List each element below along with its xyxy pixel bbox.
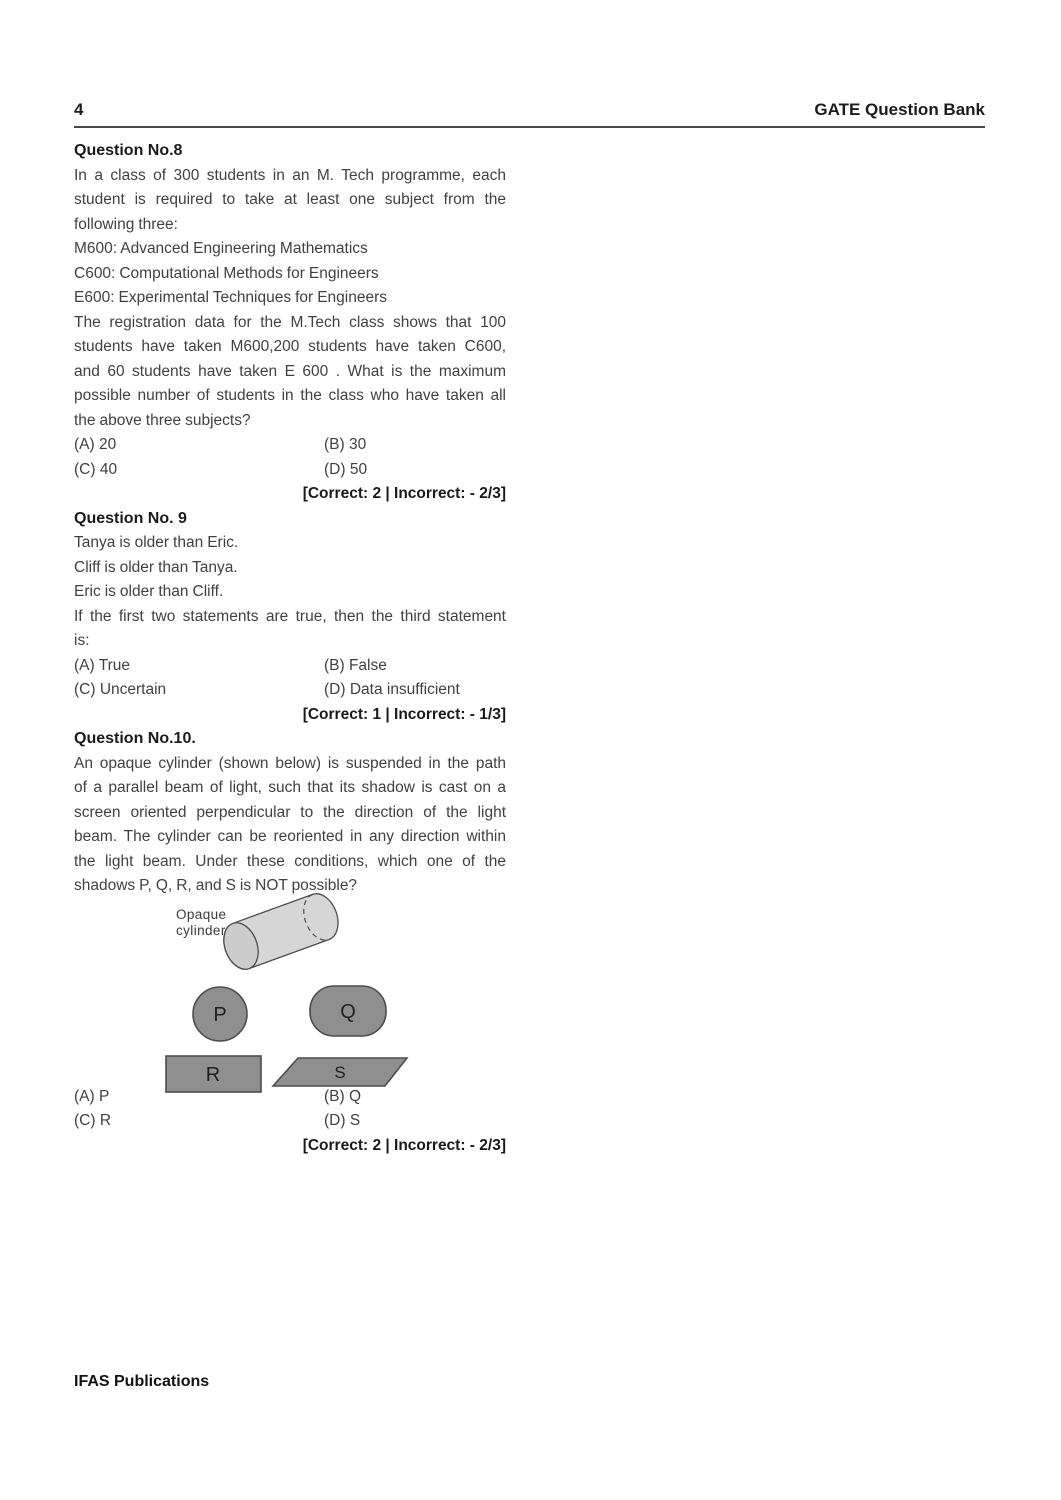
question-10	[74, 727, 506, 1158]
option-a: (A) True	[74, 656, 130, 674]
question-line: The registration data for the M.Tech class shows that 100	[74, 313, 506, 331]
question-line: Tanya is older than Eric.	[74, 534, 239, 551]
options-row	[74, 1109, 506, 1134]
shadow-p-label: P	[213, 1003, 227, 1026]
opaque-cylinder-figure	[74, 886, 514, 1098]
marking-scheme: [Correct: 2 | Incorrect: - 2/3]	[302, 1136, 506, 1154]
shadow-figure	[74, 886, 506, 1085]
question-line: shadows P, Q, R, and S is NOT possible?	[74, 877, 358, 894]
publisher-footer: IFAS Publications	[74, 1373, 210, 1390]
option-a: (A) 20	[74, 436, 117, 453]
question-line: Eric is older than Cliff.	[74, 583, 224, 600]
question-10-title: Question No.10.	[74, 730, 196, 747]
question-line: beam. The cylinder can be reoriented in any direction within	[74, 828, 506, 845]
question-line: If the first two statements are true, then the third statement	[74, 607, 506, 625]
figure-label-line1: Opaque	[176, 906, 227, 922]
question-8	[74, 139, 506, 507]
question-9	[74, 507, 506, 728]
question-line: students have taken M600,200 students have taken C600,	[74, 338, 506, 355]
question-line: possible number of students in the class who have taken all	[74, 387, 506, 404]
option-a: (A) P	[74, 1087, 110, 1105]
page-number: 4	[74, 100, 84, 119]
option-b: (B) False	[324, 656, 387, 674]
question-line: is:	[74, 632, 90, 649]
options-row	[74, 433, 506, 458]
question-line: and 60 students have taken E 600 . What is the maximum	[74, 362, 506, 380]
marking-scheme: [Correct: 2 | Incorrect: - 2/3]	[302, 485, 506, 502]
page-content	[74, 139, 506, 1158]
option-b: (B) Q	[324, 1087, 362, 1105]
page-header	[74, 100, 985, 120]
options-row	[74, 458, 506, 483]
header-rule	[74, 126, 985, 128]
question-line: Cliff is older than Tanya.	[74, 558, 238, 576]
shadow-r-label: R	[205, 1063, 221, 1086]
question-line: student is required to take at least one subject from the	[74, 191, 506, 208]
header-title: GATE Question Bank	[814, 100, 985, 119]
question-line: of a parallel beam of light, such that its shadow is cast on a	[74, 779, 506, 796]
option-c: (C) Uncertain	[74, 681, 167, 698]
question-line: C600: Computational Methods for Engineers	[74, 264, 379, 282]
question-line: E600: Experimental Techniques for Engineers	[74, 289, 388, 306]
options-row	[74, 654, 506, 679]
question-line: M600: Advanced Engineering Mathematics	[74, 240, 368, 257]
marking-scheme: [Correct: 1 | Incorrect: - 1/3]	[302, 705, 506, 723]
option-b: (B) 30	[324, 436, 367, 453]
question-line: In a class of 300 students in an M. Tech programme, each	[74, 166, 506, 184]
question-line: the light beam. Under these conditions, which one of the	[74, 852, 506, 870]
option-d: (D) 50	[324, 460, 368, 478]
shadow-q-label: Q	[340, 1000, 356, 1023]
options-row	[74, 678, 506, 703]
question-line: following three:	[74, 215, 178, 233]
question-8-title: Question No.8	[74, 142, 183, 159]
cylinder-icon	[218, 888, 344, 973]
question-line: the above three subjects?	[74, 411, 251, 429]
option-d: (D) Data insufficient	[324, 681, 460, 698]
figure-label-line2: cylinder	[176, 922, 226, 938]
shadow-s-label: S	[334, 1062, 346, 1082]
option-d: (D) S	[324, 1112, 361, 1129]
question-9-title: Question No. 9	[74, 509, 187, 527]
option-c: (C) R	[74, 1112, 112, 1129]
question-line: screen oriented perpendicular to the direction of the light	[74, 803, 506, 821]
option-c: (C) 40	[74, 460, 118, 478]
question-line: An opaque cylinder (shown below) is suspended in the path	[74, 754, 506, 772]
